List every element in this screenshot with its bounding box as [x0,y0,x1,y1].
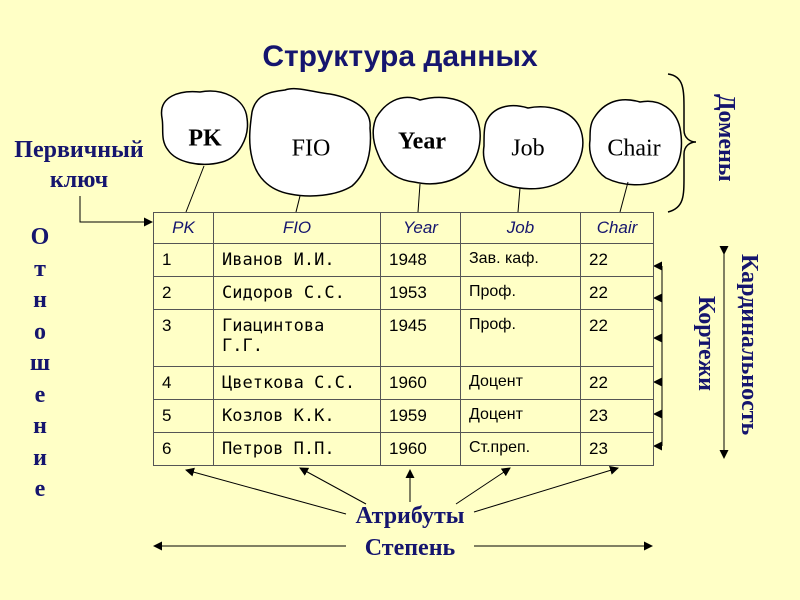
tuples-label: Кортежи [693,296,719,391]
domain-label-chair: Chair [607,135,661,162]
cell-pk: 3 [154,310,214,367]
cell-chair: 23 [581,433,654,466]
domain-label-year: Year [398,128,446,155]
attributes-label: Атрибуты [355,503,465,529]
cell-fio: Гиацинтова Г.Г. [214,310,381,367]
cell-job: Доцент [461,400,581,433]
cell-chair: 23 [581,400,654,433]
domain-label-pk: PK [188,125,222,152]
cell-pk: 6 [154,433,214,466]
relation-letter: О [30,224,50,250]
cell-job: Проф. [461,310,581,367]
cell-pk: 2 [154,277,214,310]
domain-connector-pk [186,166,204,212]
cell-job: Проф. [461,277,581,310]
degree-label: Степень [364,535,456,561]
cell-year: 1945 [381,310,461,367]
cell-job: Доцент [461,367,581,400]
relation-letter: е [34,476,46,502]
primary-key-connector [80,196,152,222]
cell-fio: Козлов К.К. [214,400,381,433]
table-row [154,277,654,310]
cell-job: Зав. каф. [461,244,581,277]
table-row [154,400,654,433]
table-header-row [154,213,654,244]
domain-label-fio: FIO [291,135,331,162]
attribute-arrow-5 [474,468,618,512]
attribute-arrow-4 [456,468,510,504]
attribute-arrow-2 [300,468,366,504]
domains-label: Домены [713,94,739,182]
relation-table [153,212,654,466]
table-row [154,244,654,277]
domain-label-job: Job [511,135,545,162]
column-header-year: Year [381,213,461,244]
cell-pk: 4 [154,367,214,400]
cell-chair: 22 [581,244,654,277]
column-header-chair: Chair [581,213,654,244]
attribute-arrow-1 [186,470,346,514]
cell-chair: 22 [581,367,654,400]
relation-letter: о [34,318,46,345]
cell-fio: Иванов И.И. [214,244,381,277]
cell-year: 1960 [381,367,461,400]
cell-year: 1960 [381,433,461,466]
cell-year: 1948 [381,244,461,277]
cardinality-label: Кардинальность [736,254,762,436]
primary-key-label [0,135,158,195]
cell-job: Ст.преп. [461,433,581,466]
relation-letter: е [34,381,46,408]
primary-key-label-line2: ключ [49,167,109,193]
domain-connector-chair [620,182,628,212]
relation-label [26,222,54,506]
cell-year: 1953 [381,277,461,310]
cell-chair: 22 [581,310,654,367]
relation-letter: ш [29,350,51,376]
cell-pk: 1 [154,244,214,277]
relation-letter: н [33,287,47,313]
relation-letter: т [34,255,46,282]
domain-connector-year [418,184,420,212]
relation-letter: и [33,444,47,471]
cell-fio: Сидоров С.С. [214,277,381,310]
column-header-job: Job [461,213,581,244]
cell-pk: 5 [154,400,214,433]
domain-connector-job [518,188,520,212]
table-row [154,310,654,367]
column-header-pk: PK [154,213,214,244]
column-header-fio: FIO [214,213,381,244]
cell-chair: 22 [581,277,654,310]
table-row [154,367,654,400]
cell-year: 1959 [381,400,461,433]
relation-letter: н [33,413,47,439]
page-title: Структура данных [262,40,538,73]
primary-key-label-line1: Первичный [14,137,144,163]
cell-fio: Цветкова С.С. [214,367,381,400]
domain-connector-fio [296,196,300,212]
cell-fio: Петров П.П. [214,433,381,466]
table-row [154,433,654,466]
